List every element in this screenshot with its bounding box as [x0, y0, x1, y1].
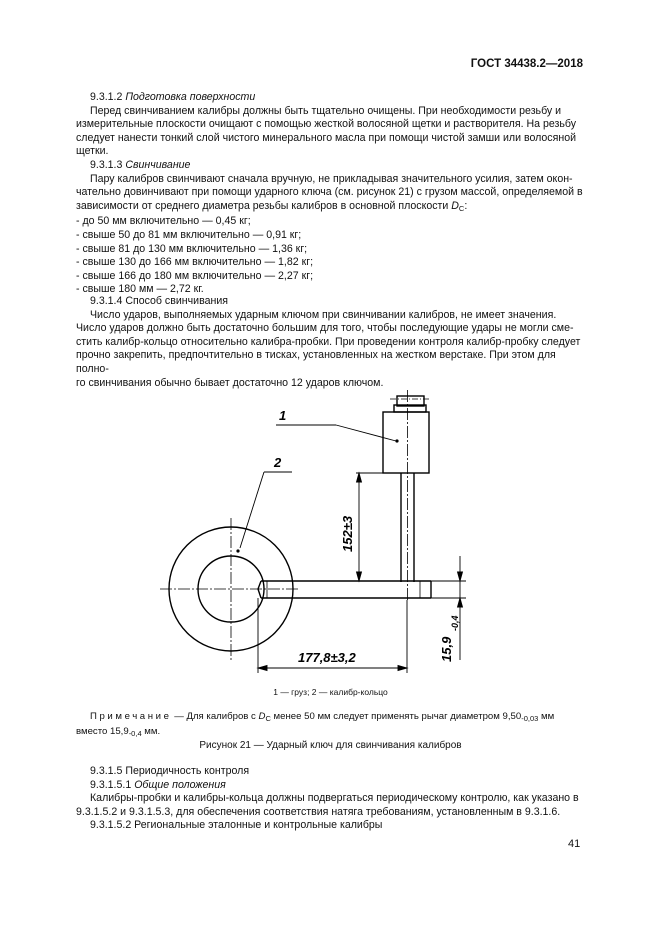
section-9-3-1-4 — [76, 295, 584, 390]
section-heading — [76, 91, 584, 105]
dim-small-tolerance: -0,4 — [450, 615, 460, 631]
section-title: Свинчивание — [125, 159, 191, 171]
dim-vertical-text: 152±3 — [340, 515, 355, 552]
section-title: Подготовка поверхности — [125, 91, 256, 103]
section-number: 9.3.1.3 — [90, 159, 123, 171]
paragraph-line: чательно довинчивают при помощи ударного ключа (см. рисунок 21) с грузом массой, определяемой в — [76, 186, 583, 199]
paragraph-line: Число ударов, выполняемых ударным ключом при свинчивании калибров, не имеет значения. — [90, 308, 557, 321]
paragraph-line — [76, 200, 584, 216]
paragraph-line: прочно закрепить, предпочтительно в тисках, установленных на жестком верстаке. При этом для полно- — [76, 349, 556, 375]
paragraph-line: Перед свинчиванием калибры должны быть тщательно очищены. При необходимости резьбу и — [90, 104, 562, 117]
leader-dot-1 — [395, 439, 398, 442]
note-line — [76, 725, 584, 740]
paragraph-text: зависимости от среднего диаметра резьбы калибров в основной плоскости — [76, 199, 452, 212]
note-text: вместо 15,9 — [76, 726, 129, 737]
note-dc: D — [258, 711, 266, 722]
figure-caption: Рисунок 21 — Ударный ключ для свинчивания калибров — [199, 740, 462, 751]
section-9-3-1-3 — [76, 159, 584, 297]
figure-legend: 1 — груз; 2 — калибр-кольцо — [273, 687, 388, 697]
list-item: - свыше 50 до 81 мм включительно — 0,91 кг; — [76, 228, 302, 241]
dc-subscript: C — [458, 203, 465, 213]
subsection-heading — [76, 779, 584, 793]
impact-wrench-figure — [0, 380, 661, 700]
section-heading: 9.3.1.5 Периодичность контроля — [90, 765, 250, 777]
section-number: 9.3.1.2 — [90, 91, 123, 103]
paragraph-line: Число ударов должно быть достаточно большим для того, чтобы последующие удары не могли сме- — [76, 322, 574, 335]
figure-note — [76, 710, 584, 740]
subsection-title: Общие положения — [134, 778, 226, 791]
section-9-3-1-2 — [76, 91, 584, 159]
list-item: - свыше 81 до 130 мм включительно — 1,36 кг; — [76, 242, 308, 255]
subsection-heading: 9.3.1.5.2 Региональные эталонные и контрольные калибры — [90, 819, 383, 832]
list-item: - свыше 166 до 180 мм включительно — 2,27 кг; — [76, 269, 314, 282]
paragraph-line: стить калибр-кольцо относительно калибра-пробки. При проведении контроля калибр-пробку следует — [76, 335, 581, 348]
paragraph-line: Калибры-пробки и калибры-кольца должны подвергаться периодическому контролю, как указано в — [90, 792, 579, 805]
note-dc-sub: C — [265, 714, 271, 723]
note-text: мм. — [141, 726, 161, 737]
dim-horizontal-text: 177,8±3,2 — [298, 650, 356, 665]
list-item: - свыше 130 до 166 мм включительно — 1,82 кг; — [76, 256, 314, 269]
dc-tail: : — [464, 199, 468, 212]
section-9-3-1-5 — [76, 765, 584, 833]
label-1: 1 — [279, 408, 287, 423]
label-2: 2 — [274, 455, 282, 470]
paragraph-line: измерительные плоскости очищают с помощью жесткой волосяной щетки и растворителя. На резьбу — [76, 118, 577, 131]
dim-small-text — [439, 615, 460, 662]
note-tolerance: -0,03 — [521, 714, 539, 723]
list-item: - до 50 мм включительно — 0,45 кг; — [76, 215, 251, 228]
paragraph-line: щетки. — [76, 145, 109, 158]
horizontal-lever — [258, 581, 431, 598]
note-text: — Для калибров с — [171, 711, 259, 722]
section-heading: 9.3.1.4 Способ свинчивания — [90, 295, 228, 307]
note-text: мм — [538, 711, 555, 722]
paragraph-line: го свинчивания обычно бывает достаточно 12 ударов ключом. — [76, 376, 384, 389]
paragraph-line: 9.3.1.5.2 и 9.3.1.5.3, для обеспечения соответствия натяга требованиям, установленным в 9.3.1.6. — [76, 805, 561, 818]
note-tolerance: -0,4 — [128, 729, 142, 738]
ring-gauge — [160, 518, 300, 660]
note-line — [76, 710, 584, 725]
standard-header: ГОСТ 34438.2—2018 — [470, 58, 583, 70]
leader-dot-2 — [236, 549, 239, 552]
weight-part — [383, 396, 431, 473]
page-number: 41 — [568, 838, 581, 850]
paragraph-line: следует нанести тонкий слой чистого минерального масла при помощи чистой замши или волосяной — [76, 131, 577, 144]
dim-small-main: 15,9 — [439, 636, 454, 662]
dimension-152 — [356, 473, 385, 581]
note-label: Примечание — [90, 711, 172, 722]
paragraph-line: Пару калибров свинчивают сначала вручную, не прикладывая значительного усилия, затем окон- — [90, 172, 573, 185]
list-item: - свыше 180 мм — 2,72 кг. — [76, 283, 204, 296]
dc-symbol: D — [451, 199, 459, 212]
section-heading — [76, 159, 584, 173]
note-text: менее 50 мм следует применять рычаг диаметром 9,50 — [270, 711, 522, 722]
leader-lines — [240, 425, 396, 548]
subsection-number: 9.3.1.5.1 — [90, 778, 132, 791]
vertical-rod — [401, 390, 414, 600]
